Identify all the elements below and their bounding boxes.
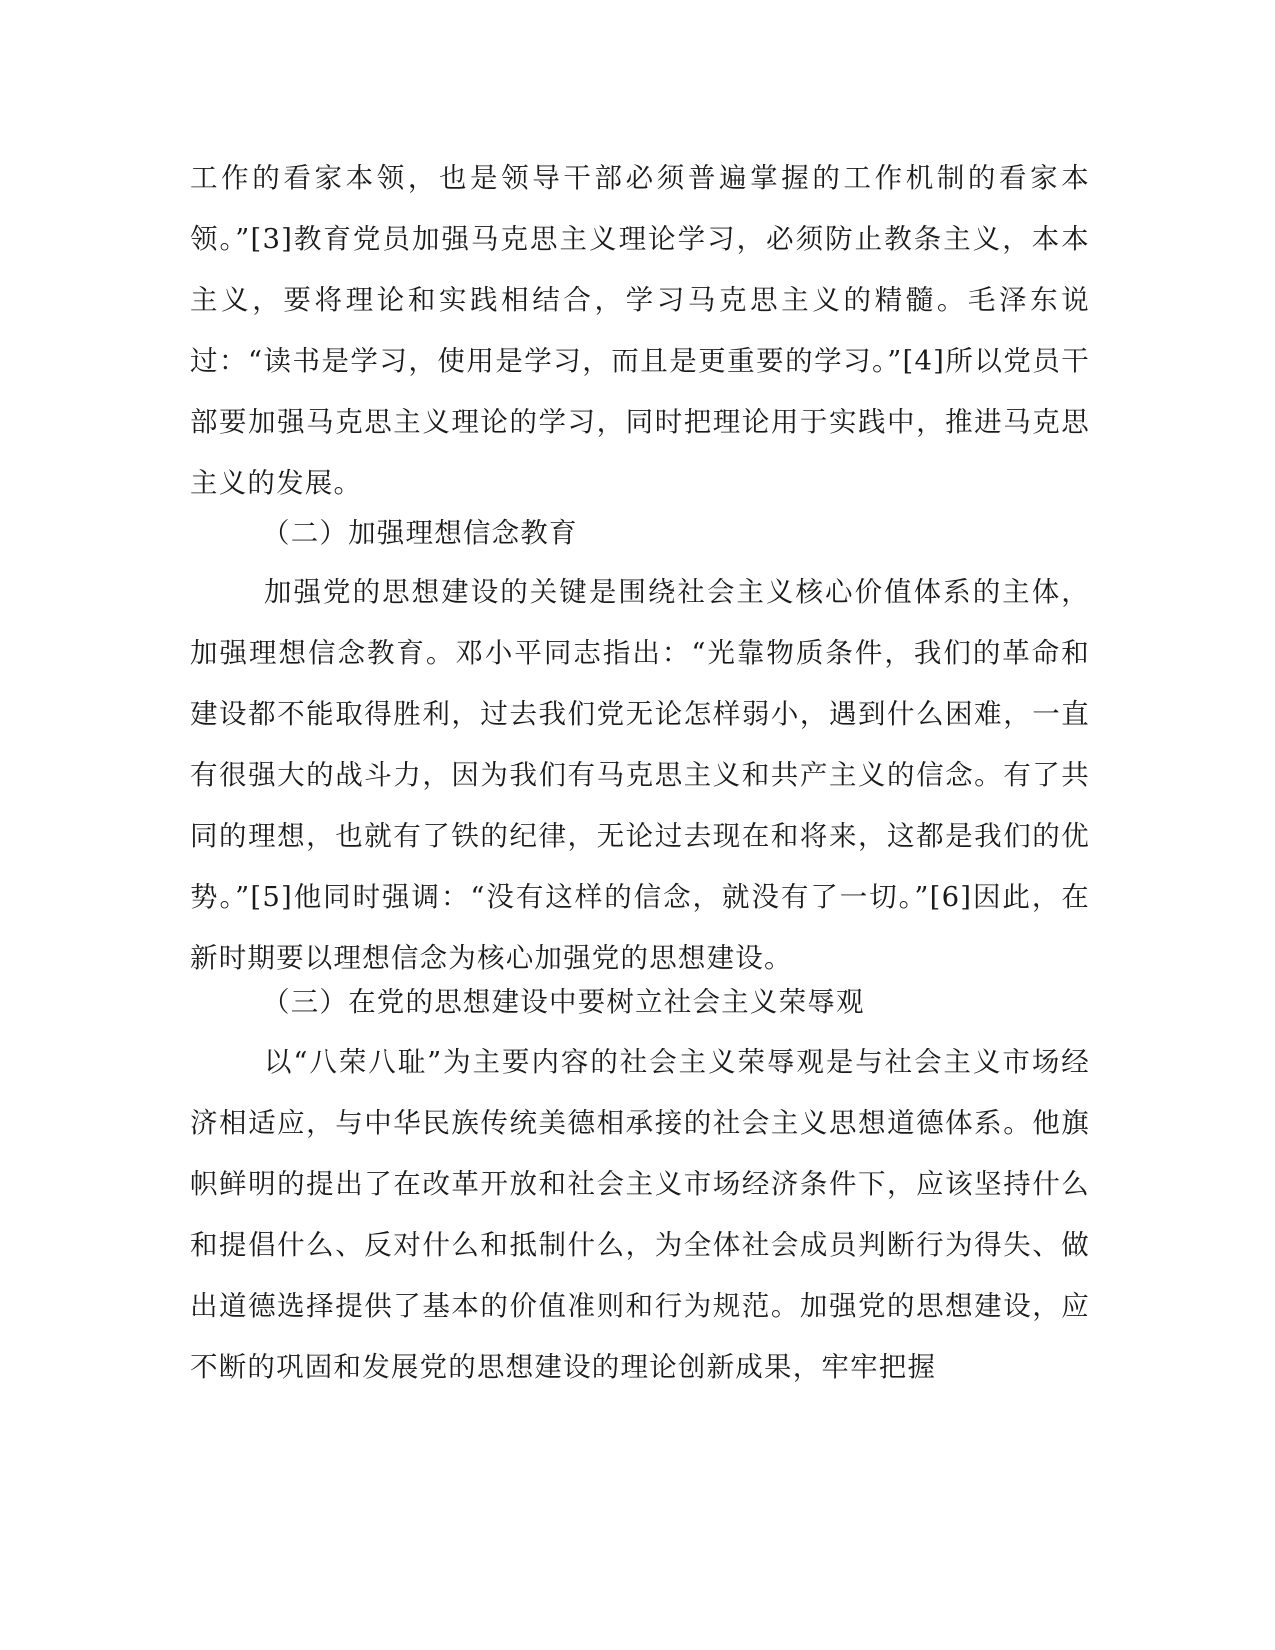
section-heading-3: （三）在党的思想建设中要树立社会主义荣辱观 — [262, 986, 865, 1018]
body-paragraph-honor: 以“八荣八耻”为主要内容的社会主义荣辱观是与社会主义市场经济相适应，与中华民族传统美德相承接的社会主义思想道德体系。他旗帜鲜明的提出了在改革开放和社会主义市场经济条件下，应该坚持什么和提倡什么、反对什么和抵制什么，为全体社会成员判断行为得失、做出道德选择提供了基本的价值准则和行为规范。加强党的思想建设，应不断的巩固和发展党的思想建设的理论创新成果，牢牢把握 — [190, 1046, 1090, 1383]
section-heading-2: （二）加强理想信念教育 — [262, 517, 578, 549]
body-paragraph-ideals: 加强党的思想建设的关键是围绕社会主义核心价值体系的主体，加强理想信念教育。邓小平同志指出：“光靠物质条件，我们的革命和建设都不能取得胜利，过去我们党无论怎样弱小，遇到什么困难，一直有很强大的战斗力，因为我们有马克思主义和共产主义的信念。有了共同的理想，也就有了铁的纪律，无论过去现在和将来，这都是我们的优势。”[5]他同时强调：“没有这样的信念，就没有了一切。”[6]因此，在新时期要以理想信念为核心加强党的思想建设。 — [190, 576, 1090, 974]
body-paragraph-continued: 工作的看家本领，也是领导干部必须普遍掌握的工作机制的看家本领。”[3]教育党员加强马克思主义理论学习，必须防止教条主义，本本主义，要将理论和实践相结合，学习马克思主义的精髓。毛泽东说过：“读书是学习，使用是学习，而且是更重要的学习。”[4]所以党员干部要加强马克思主义理论的学习，同时把理论用于实践中，推进马克思主义的发展。 — [190, 162, 1090, 499]
